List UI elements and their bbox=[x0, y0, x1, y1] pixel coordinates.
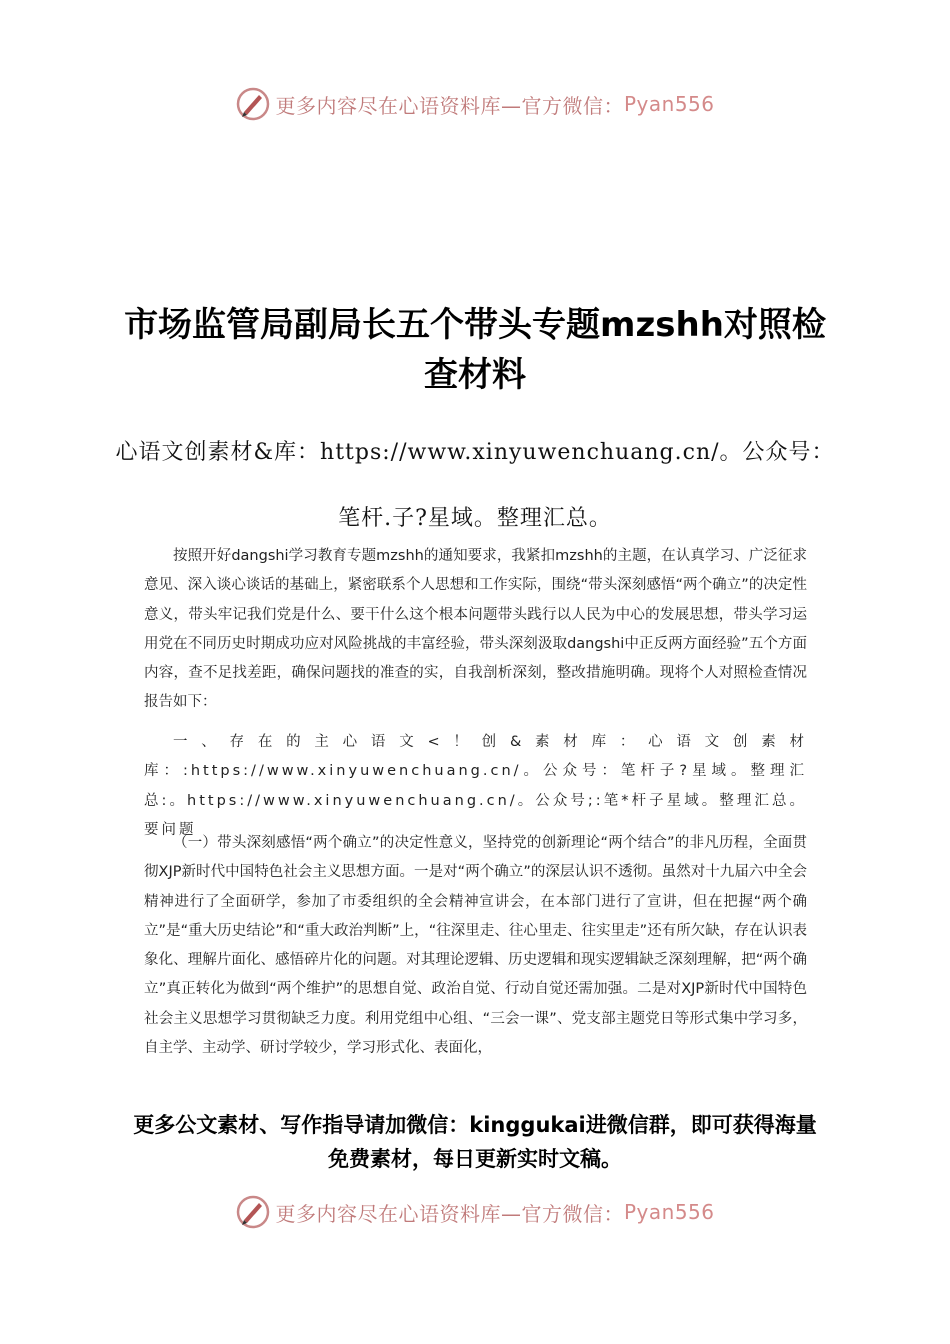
source-line: 心语文创素材&库：https://www.xinyuwenchuang.cn/。公众号：笔杆.子?星域。整理汇总。 bbox=[115, 440, 835, 531]
footer-wechat-id: Pyan556 bbox=[623, 1200, 715, 1224]
header-banner bbox=[0, 80, 950, 128]
promo-text: 更多公文素材、写作指导请加微信：kinggukai进微信群，即可获得海量免费素材，每日更新实时文稿。 bbox=[133, 1113, 817, 1171]
paragraph-issue-one: （一）带头深刻感悟“两个确立”的决定性意义，坚持党的创新理论“两个结合”的非凡历程，全面贯彻XJP新时代中国特色社会主义思想方面。一是对“两个确立”的深层认识不透彻。虽然对十九届六中全会精神进行了全面研学，参加了市委组织的全会精神宣讲会，在本部门进行了宣讲，但在把握“两个确立”是“重大历史结论”和“重大政治判断”上，“往深里走、往心里走、往实里走”还有所欠缺，存在认识表象化、理解片面化、感悟碎片化的问题。对其理论逻辑、历史逻辑和现实逻辑缺乏深刻理解，把“两个确立”真正转化为做到“两个维护”的思想自觉、政治自觉、行动自觉还需加强。二是对XJP新时代中国特色社会主义思想学习贯彻缺乏力度。利用党组中心组、“三会一课”、党支部主题党日等形式集中学习多，自主学、主动学、研讨学较少，学习形式化、表面化， bbox=[144, 835, 807, 1057]
header-wechat-id: Pyan556 bbox=[623, 92, 715, 116]
pen-logo-icon bbox=[235, 1194, 271, 1230]
footer-banner bbox=[0, 1188, 950, 1236]
footer-banner-text: 更多内容尽在心语资料库—官方微信： bbox=[275, 1201, 624, 1226]
document-title: 市场监管局副局长五个带头专题mzshh对照检查材料 bbox=[124, 305, 826, 395]
pen-logo-icon bbox=[235, 86, 271, 122]
header-banner-text: 更多内容尽在心语资料库—官方微信： bbox=[275, 93, 624, 118]
paragraph-section-heading: 一、存在的主心语文<！创&素材库：心语文创素材库：:https://www.xinyuwenchuang.cn/。公众号：笔杆子?星域。整理汇总:。https://www.xinyuwenchuang.cn/。公众号;:笔*杆子星域。整理汇总。要问题 bbox=[144, 734, 807, 838]
paragraph-intro: 按照开好dangshi学习教育专题mzshh的通知要求，我紧扣mzshh的主题，在认真学习、广泛征求意见、深入谈心谈话的基础上，紧密联系个人思想和工作实际，围绕“带头深刻感悟“两个确立”的决定性意义，带头牢记我们党是什么、要干什么这个根本问题带头践行以人民为中心的发展思想，带头学习运用党在不同历史时期成功应对风险挑战的丰富经验，带头深刻汲取dangshi中正反两方面经验”五个方面内容，查不足找差距，确保问题找的准查的实，自我剖析深刻，整改措施明确。现将个人对照检查情况报告如下： bbox=[144, 548, 807, 711]
